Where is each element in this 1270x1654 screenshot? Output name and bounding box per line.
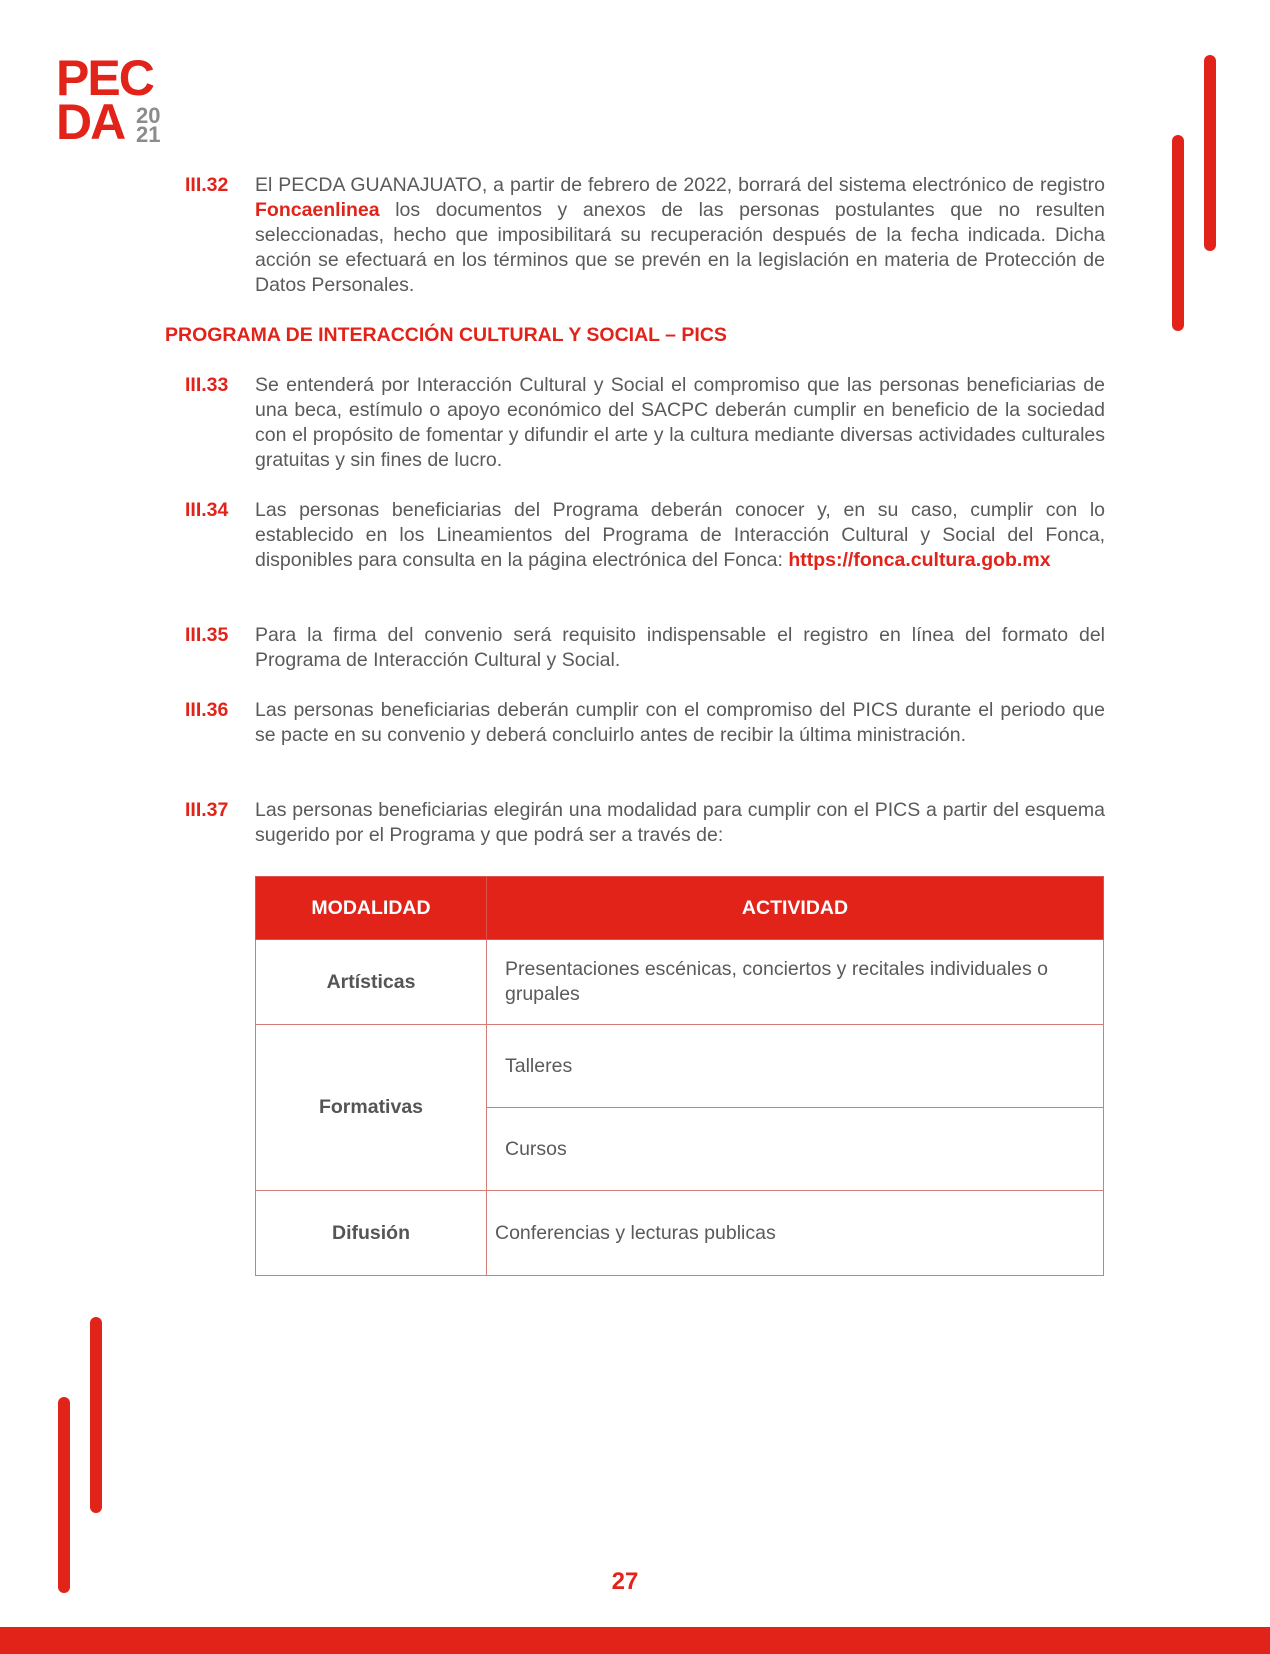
clause-number: III.35 (185, 624, 229, 646)
section-title: PROGRAMA DE INTERACCIÓN CULTURAL Y SOCIAL – PICS (165, 324, 727, 346)
modalidad-cell: Formativas (256, 1025, 487, 1191)
table-row (256, 940, 1104, 1025)
pecda-logo (56, 50, 176, 150)
logo-line2: DA (56, 94, 125, 150)
actividad-cell: Conferencias y lecturas publicas (487, 1191, 1104, 1276)
clause-iii-32 (185, 173, 1105, 298)
header-actividad: ACTIVIDAD (487, 877, 1104, 940)
clause-iii-35 (185, 623, 1105, 673)
table-row (256, 1025, 1104, 1108)
clause-text: Para la firma del convenio será requisito indispensable el registro en línea del formato del Programa de Interacción Cultural y Social. (255, 624, 1105, 671)
modalidad-table (255, 876, 1104, 1276)
logo-line1: PEC (56, 50, 153, 106)
actividad-cell: Talleres (487, 1025, 1104, 1108)
actividad-cell: Presentaciones escénicas, conciertos y recitales individuales o grupales (487, 940, 1104, 1025)
table-header-row (256, 877, 1104, 940)
actividad-cell: Cursos (487, 1108, 1104, 1191)
clause-text: El PECDA GUANAJUATO, a partir de febrero de 2022, borrará del sistema electrónico de registro Foncaenlinea los documentos y anexos de las personas postulantes que no resulten seleccionadas, hecho que imposibilitará su recuperación después de la fecha indicada. Dicha acción se efectuará en los términos que se prevén en la legislación en materia de Protección de Datos Personales. (255, 174, 1105, 296)
decorative-bar-top-right-outer (1204, 55, 1216, 251)
clause-number: III.37 (185, 799, 229, 821)
clause-iii-34 (185, 498, 1105, 573)
logo-year-bottom: 21 (136, 122, 161, 147)
clause-iii-33 (185, 373, 1105, 473)
clause-iii-36 (185, 698, 1105, 748)
modalidad-cell: Difusión (256, 1191, 487, 1276)
clause-number: III.32 (185, 174, 229, 196)
header-modalidad: MODALIDAD (256, 877, 487, 940)
footer-band (0, 1627, 1270, 1654)
clause-number: III.33 (185, 374, 229, 396)
clause-text: Las personas beneficiarias elegirán una modalidad para cumplir con el PICS a partir del esquema sugerido por el Programa y que podrá ser a través de: (255, 799, 1105, 846)
clause-text: Las personas beneficiarias del Programa deberán conocer y, en su caso, cumplir con lo establecido en los Lineamientos del Programa de Interacción Cultural y Social del Fonca, disponibles para consulta en la página electrónica del Fonca: https://fonca.cultura.gob.mx (255, 499, 1105, 571)
clause-text: Las personas beneficiarias deberán cumplir con el compromiso del PICS durante el periodo que se pacte en su convenio y deberá concluirlo antes de recibir la última ministración. (255, 699, 1105, 746)
logo-year-top: 20 (136, 103, 161, 128)
clause-number: III.36 (185, 699, 229, 721)
decorative-bar-bottom-left-outer (58, 1397, 70, 1593)
clause-number: III.34 (185, 499, 229, 521)
page-number: 27 (611, 1568, 639, 1595)
decorative-bar-top-right-inner (1172, 135, 1184, 331)
clause-iii-37 (185, 798, 1105, 848)
decorative-bar-bottom-left-inner (90, 1317, 102, 1513)
modalidad-cell: Artísticas (256, 940, 487, 1025)
fonca-link[interactable]: https://fonca.cultura.gob.mx (788, 549, 1051, 571)
foncaenlinea-highlight: Foncaenlinea (255, 199, 380, 221)
clause-text: Se entenderá por Interacción Cultural y Social el compromiso que las personas beneficiarias de una beca, estímulo o apoyo económico del SACPC deberán cumplir en beneficio de la sociedad con el propósito de fomentar y difundir el arte y la cultura mediante diversas actividades culturales gratuitas y sin fines de lucro. (255, 374, 1105, 471)
table-row (256, 1191, 1104, 1276)
